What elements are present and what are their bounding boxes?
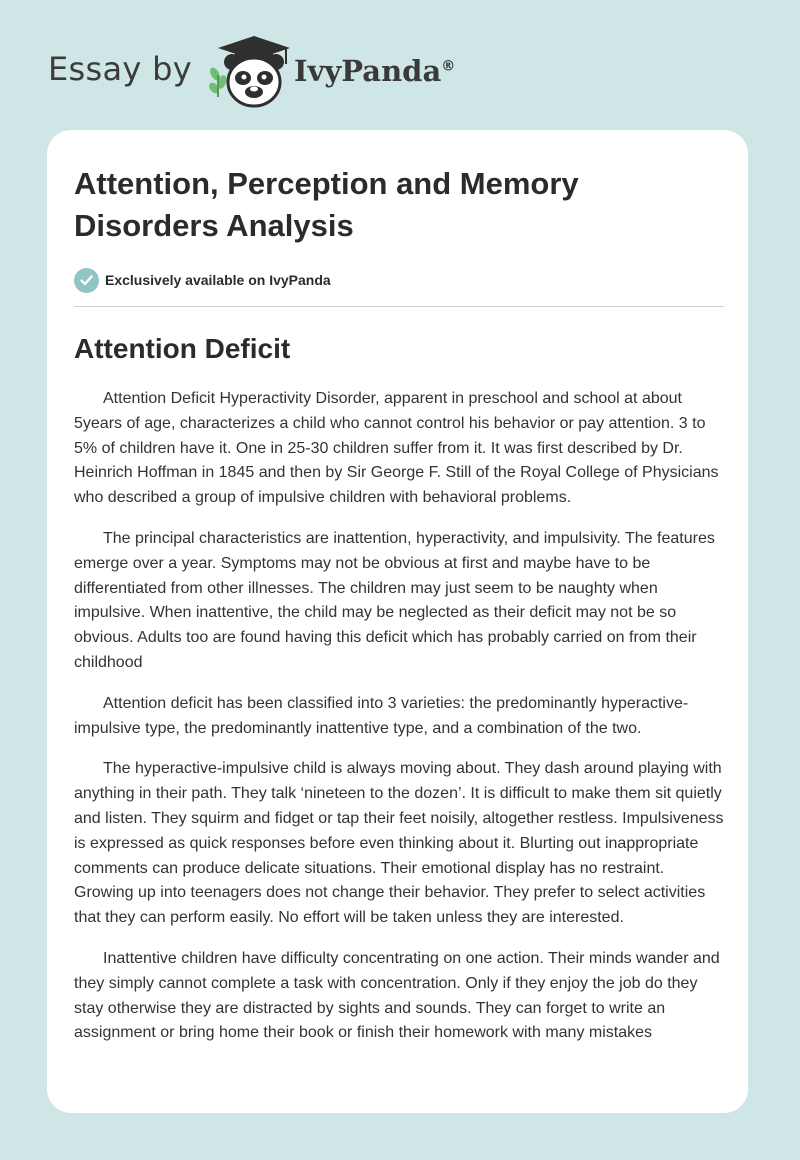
check-icon <box>74 268 99 293</box>
section-heading: Attention Deficit <box>74 333 291 364</box>
brand-name[interactable]: IvyPanda® <box>294 54 456 88</box>
essay-card <box>47 130 748 1113</box>
registered-mark: ® <box>441 58 456 75</box>
paragraph: The principal characteristics are inattention, hyperactivity, and impulsivity. The features emerge over a year. Symptoms may not be obvious at first and maybe have to be differentiated from other illnesses. The children may just seem to be naughty when impulsive. When inattentive, the child may be neglected as their deficit may not be so obvious. Adults too are found having this deficit which has probably carried on from their childhood <box>74 529 715 671</box>
paragraph: Inattentive children have difficulty concentrating on one action. Their minds wander and they simply cannot complete a task with concentration. Only if they enjoy the job do they stay otherwise they are distracted by sights and sounds. They can forget to write an assignment or bring home their book or finish their homework with many mistakes <box>74 949 720 1042</box>
essay-body <box>74 387 724 1046</box>
paragraph: Attention Deficit Hyperactivity Disorder, apparent in preschool and school at about 5years of age, characterizes a child who cannot control his behavior or pay attention. 3 to 5% of children have it. One in 25-30 children suffer from it. It was first described by Dr. Heinrich Hoffman in 1845 and then by Sir George F. Still of the Royal College of Physicians who described a group of impulsive children with behavioral problems. <box>74 390 719 507</box>
ivypanda-logo-icon[interactable] <box>202 30 302 110</box>
exclusive-text: Exclusively available on IvyPanda <box>105 272 331 288</box>
divider <box>74 306 724 307</box>
exclusive-badge <box>74 267 724 293</box>
essay-title: Attention, Perception and Memory Disorders Analysis <box>74 166 579 243</box>
essay-content <box>74 163 724 1062</box>
paragraph: Attention deficit has been classified into 3 varieties: the predominantly hyperactive-impulsive type, the predominantly inattentive type, and a combination of the two. <box>74 694 689 737</box>
leaf-icon <box>207 66 228 97</box>
paragraph: The hyperactive-impulsive child is always moving about. They dash around playing with anything in their path. They talk ‘nineteen to the dozen’. It is difficult to make them sit quietly and listen. They squirm and fidget or tap their feet noisily, altogether restless. Impulsiveness is expressed as quick responses before even thinking about it. Blurting out inappropriate comments can produce delicate situations. Their emotional display has no restraint. Growing up into teenagers does not change their behavior. They prefer to select activities that they can perform easily. No effort will be taken unless they are interested. <box>74 760 724 927</box>
essay-by-label: Essay by <box>48 50 192 88</box>
site-header <box>48 30 468 110</box>
